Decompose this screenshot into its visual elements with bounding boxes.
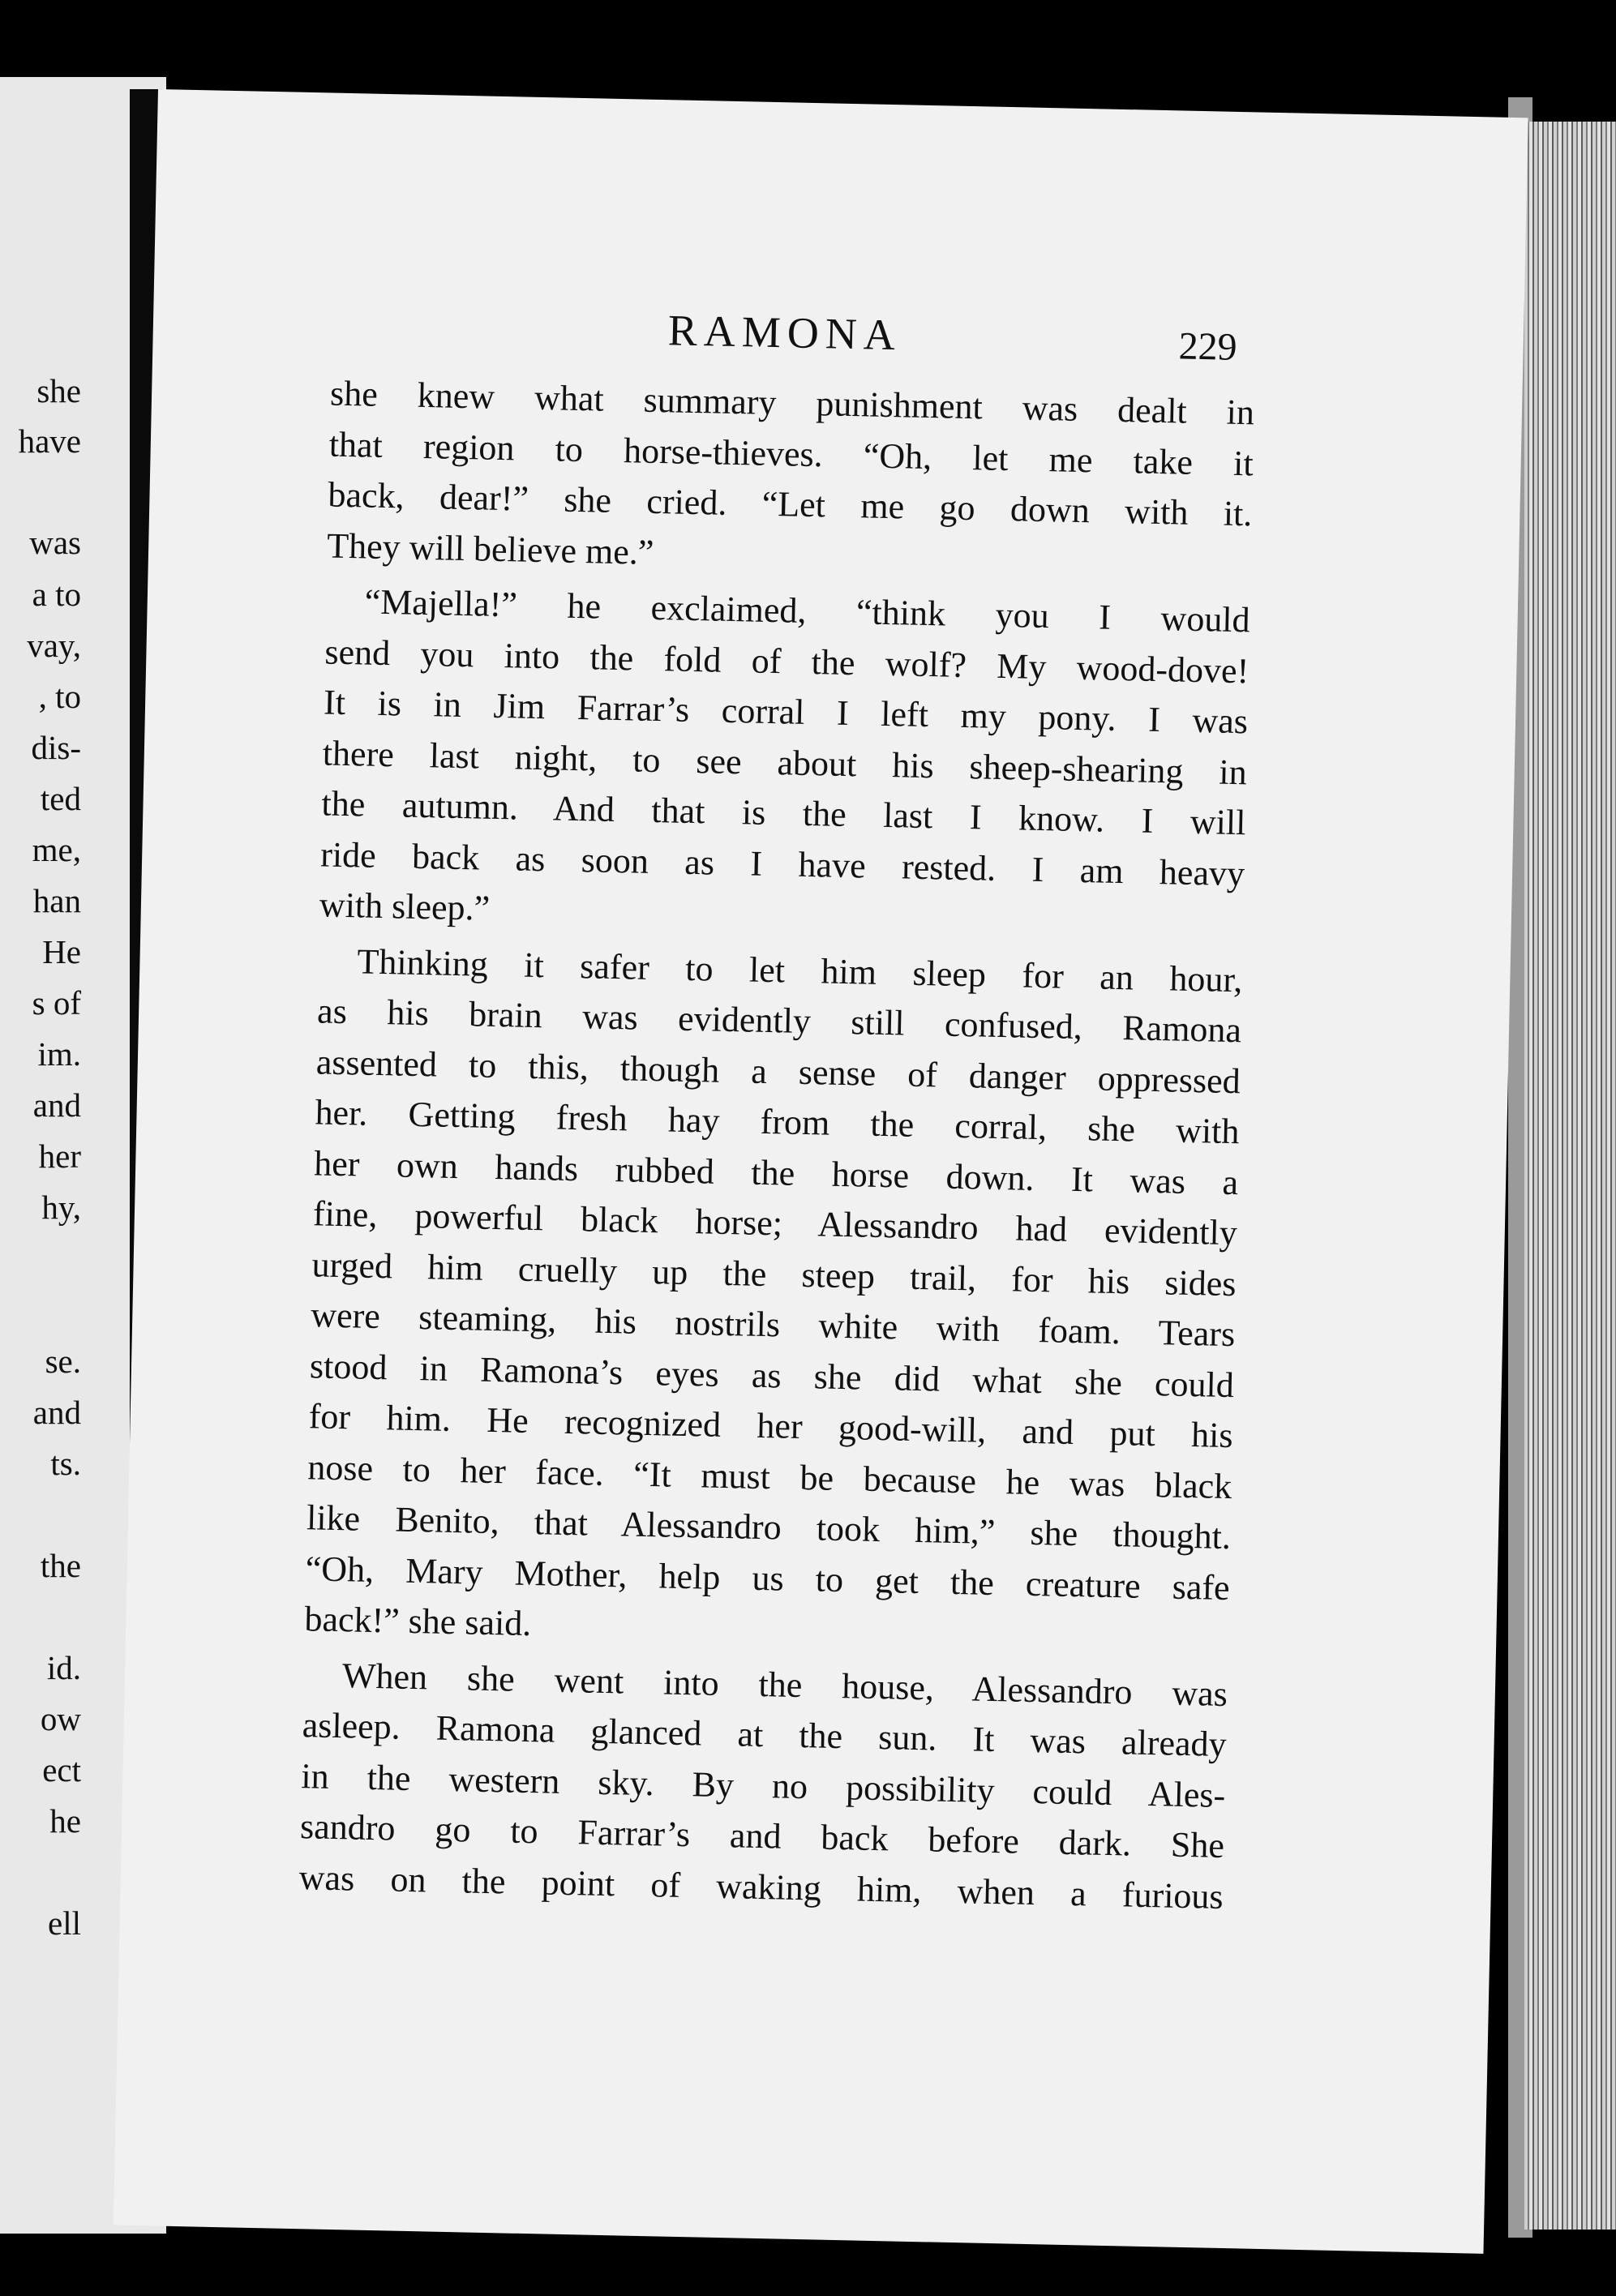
facing-page-line: have (18, 422, 81, 460)
facing-page-line: he (49, 1802, 81, 1840)
facing-page-line: hy, (41, 1189, 81, 1226)
facing-page-line: vay, (27, 627, 81, 664)
paragraph (304, 936, 1243, 1664)
facing-page-line: her (38, 1137, 81, 1175)
text-line: as his brain was evidently still confused, Ramona (316, 991, 1242, 1051)
text-line: ride back as soon as I have rested. I am heavy (319, 833, 1245, 893)
text-line: with sleep.” (319, 885, 491, 928)
body-text (298, 369, 1254, 1922)
facing-page-line: a to (32, 576, 81, 613)
text-line: “Majella!” he exclaimed, “think you I would (364, 581, 1251, 640)
paragraph (319, 576, 1250, 949)
text-line: back!” she said. (304, 1599, 532, 1644)
text-line: was on the point of waking him, when a furious (298, 1857, 1224, 1917)
facing-page-line: and (32, 1086, 81, 1124)
text-line: like Benito, that Alessandro took him,” she thought. (306, 1497, 1232, 1557)
facing-page-line: He (42, 933, 81, 970)
text-line: send you into the fold of the wolf? My wood-dove! (324, 631, 1250, 691)
running-head: RAMONA (667, 306, 902, 360)
paragraph (327, 369, 1255, 591)
page-number: 229 (1178, 324, 1238, 369)
text-line: urged him cruelly up the steep trail, for his sides (311, 1244, 1237, 1304)
facing-page-line: han (32, 882, 81, 919)
facing-page-line: ts. (50, 1445, 81, 1482)
text-line: Thinking it safer to let him sleep for an hour, (357, 940, 1243, 1000)
text-line: the autumn. And that is the last I know. I will (321, 783, 1246, 843)
text-line: “Oh, Mary Mother, help us to get the creature safe (305, 1548, 1231, 1608)
facing-page-line: ow (40, 1700, 81, 1737)
facing-page-line: id. (46, 1649, 81, 1686)
text-line: nose to her face. “It must be because he was black (306, 1446, 1232, 1506)
page-stack-edge (1524, 122, 1616, 2230)
facing-page-line: ell (48, 1904, 81, 1942)
facing-page-line: s of (32, 984, 81, 1022)
facing-page-line: she (36, 372, 81, 409)
facing-page-line: dis- (31, 729, 81, 766)
text-line: asleep. Ramona glanced at the sun. It was already (302, 1705, 1228, 1765)
facing-page-line: ted (40, 780, 81, 817)
facing-page-line: se. (45, 1343, 81, 1380)
text-line: in the western sky. By no possibility could Ales- (300, 1755, 1226, 1815)
text-line: were steaming, his nostrils white with foam. Tears (310, 1295, 1236, 1355)
text-line: It is in Jim Farrar’s corral I left my pony. I was (323, 682, 1249, 742)
facing-page-line: was (29, 524, 81, 561)
text-line: stood in Ramona’s eyes as she did what she could (309, 1345, 1235, 1405)
paragraph (298, 1650, 1228, 1922)
text-line: They will believe me.” (326, 525, 654, 572)
text-line: there last night, to see about his sheep-shearing in (322, 732, 1248, 792)
text-line: assented to this, though a sense of danger oppressed (315, 1041, 1241, 1101)
text-line: her own hands rubbed the horse down. It was a (313, 1142, 1239, 1202)
page-header (152, 294, 1524, 379)
facing-page-line: the (40, 1547, 81, 1584)
facing-page-line: im. (37, 1035, 81, 1073)
facing-page-line: ect (42, 1751, 81, 1788)
facing-page-line: and (32, 1394, 81, 1431)
text-line: sandro go to Farrar’s and back before dark. She (299, 1806, 1225, 1866)
text-line: her. Getting fresh hay from the corral, she with (315, 1092, 1240, 1152)
text-line: she knew what summary punishment was dealt in (329, 373, 1255, 433)
text-line: fine, powerful black horse; Alessandro had evidently (312, 1193, 1238, 1253)
text-line: for him. He recognized her good-will, and put his (308, 1396, 1234, 1456)
text-line: back, dear!” she cried. “Let me go down with it. (328, 474, 1253, 534)
text-line: that region to horse-thieves. “Oh, let me take it (328, 424, 1254, 483)
facing-page-line: , to (38, 678, 81, 715)
book-page (114, 89, 1528, 2254)
text-line: When she went into the house, Alessandro was (341, 1655, 1228, 1714)
facing-page-line: me, (32, 831, 81, 868)
